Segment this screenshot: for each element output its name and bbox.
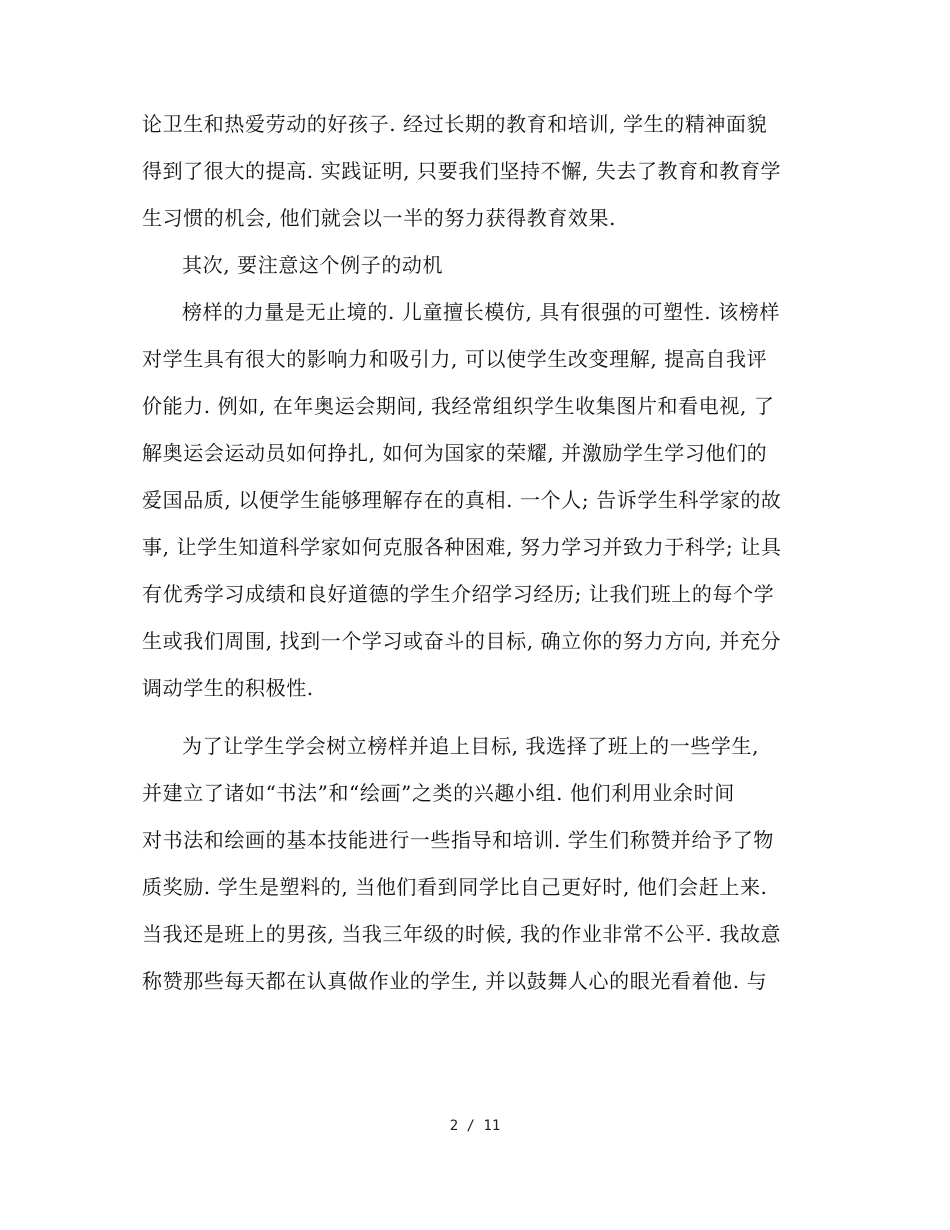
text-line: 生或我们周围, 找到一个学习或奋斗的目标, 确立你的努力方向, 并充分 [142, 629, 782, 653]
text-line: 价能力. 例如, 在年奥运会期间, 我经常组织学生收集图片和看电视, 了 [142, 394, 775, 418]
text-line: 对学生具有很大的影响力和吸引力, 可以使学生改变理解, 提高自我评 [142, 347, 768, 371]
text-line: 榜样的力量是无止境的. 儿童擅长模仿, 具有很强的可塑性. 该榜样 [182, 300, 780, 324]
text-line: 当我还是班上的男孩, 当我三年级的时候, 我的作业非常不公平. 我故意 [142, 922, 782, 946]
text-line: 称赞那些每天都在认真做作业的学生, 并以鼓舞人心的眼光看着他. 与 [142, 969, 768, 993]
text-line: 论卫生和热爱劳动的好孩子. 经过长期的教育和培训, 学生的精神面貌 [142, 112, 768, 136]
text-line: 有优秀学习成绩和良好道德的学生介绍学习经历; 让我们班上的每个学 [142, 582, 775, 606]
paragraph-spacer [142, 712, 812, 723]
text-line: 得到了很大的提高. 实践证明, 只要我们坚持不懈, 失去了教育和教育学 [142, 159, 782, 183]
paragraph [142, 723, 812, 1005]
text-line: 对书法和绘画的基本技能进行一些指导和培训. 学生们称赞并给予了物 [142, 828, 774, 852]
paragraph [142, 101, 812, 242]
text-line: 其次, 要注意这个例子的动机 [182, 253, 444, 277]
page-number: 2 / 11 [449, 1118, 501, 1134]
text-line: 事, 让学生知道科学家如何克服各种困难, 努力学习并致力于科学; 让具 [142, 535, 782, 559]
text-line: 生习惯的机会, 他们就会以一半的努力获得教育效果. [142, 206, 617, 230]
text-line: 并建立了诸如“书法”和“绘画”之类的兴趣小组. 他们利用业余时间 [142, 781, 735, 805]
document-body [142, 101, 812, 1005]
text-line: 为了让学生学会树立榜样并追上目标, 我选择了班上的一些学生, [182, 734, 760, 758]
text-line: 调动学生的积极性. [142, 676, 314, 700]
text-line: 爱国品质, 以便学生能够理解存在的真相. 一个人; 告诉学生科学家的故 [142, 488, 782, 512]
paragraph [142, 242, 812, 289]
paragraph [142, 289, 812, 712]
text-line: 解奥运会运动员如何挣扎, 如何为国家的荣耀, 并激励学生学习他们的 [142, 441, 768, 465]
text-line: 质奖励. 学生是塑料的, 当他们看到同学比自己更好时, 他们会赶上来. [142, 875, 768, 899]
